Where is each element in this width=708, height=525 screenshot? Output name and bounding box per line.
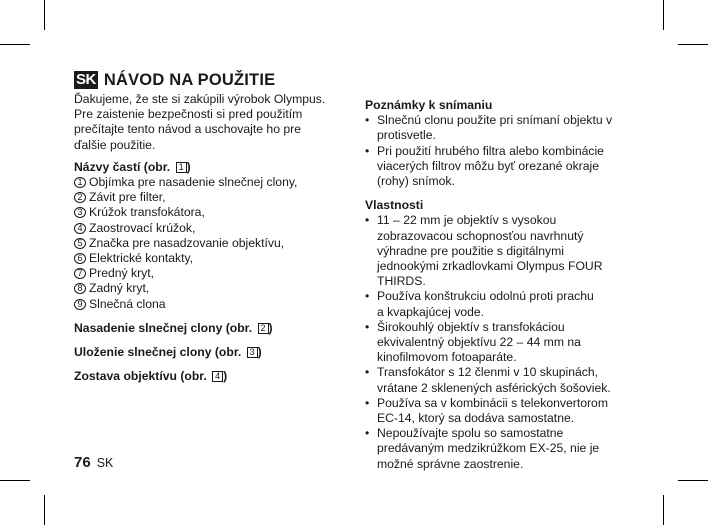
section-heading-hood-storage: Uloženie slnečnej clony (obr. 3 ) — [74, 345, 262, 360]
parts-heading: Názvy častí (obr. 1 ) — [74, 159, 191, 174]
list-item: • Transfokátor s 12 členmi v 10 skupinách, vrátane 2 sklenených asférických šošoviek. — [365, 365, 611, 395]
crop-mark — [663, 495, 664, 525]
crop-mark — [0, 44, 30, 45]
page-language: SK — [96, 456, 114, 470]
crop-mark — [663, 0, 664, 30]
number-circle-icon: 6 — [74, 253, 86, 264]
list-item: 7 Predný kryt, — [74, 266, 344, 281]
crop-mark — [44, 495, 45, 525]
page-title-row — [74, 70, 344, 90]
figure-ref-icon: 4 — [212, 371, 223, 382]
notes-heading: Poznámky k snímaniu — [365, 98, 493, 112]
intro-line: Pre zaistenie bezpečnosti si pred použitím — [74, 107, 303, 122]
section-heading-lens-config: Zostava objektívu (obr. 4 ) — [74, 369, 228, 384]
right-column — [365, 98, 635, 472]
crop-mark — [678, 44, 708, 45]
crop-mark — [678, 480, 708, 481]
figure-ref-icon: 3 — [247, 347, 258, 358]
list-item: • Širokouhlý objektív s transfokáciou ekvivalentný objektívu 22 – 44 mm na kinofilmovom fotoaparáte. — [365, 319, 581, 365]
language-badge: SK — [76, 71, 96, 88]
list-item: • Nepoužívajte spolu so samostatne predávaným medzikrúžkom EX-25, nie je možné správne zaostrenie. — [365, 426, 600, 471]
list-item: • 11 – 22 mm je objektív s vysokou zobrazovacou schopnosťou navrhnutý výhradne pre použitie s digitálnymi jednookými zrkadlovkami Olympus FOUR THIRDS. — [365, 213, 603, 289]
intro-paragraph — [74, 92, 344, 153]
number-circle-icon: 5 — [74, 238, 86, 249]
number-circle-icon: 2 — [74, 192, 86, 203]
list-item: 4 Zaostrovací krúžok, — [74, 221, 344, 236]
intro-line: prečítajte tento návod a uschovajte ho pre — [74, 122, 301, 137]
list-item: 1 Objímka pre nasadenie slnečnej clony, — [74, 175, 344, 190]
list-item: 9 Slnečná clona — [74, 297, 344, 312]
list-item: • Slnečnú clonu použite pri snímaní objektu v protisvetle. — [365, 113, 613, 143]
number-circle-icon: 4 — [74, 223, 86, 234]
number-circle-icon: 3 — [74, 207, 86, 218]
figure-ref-icon: 1 — [176, 162, 187, 173]
features-heading: Vlastnosti — [365, 198, 424, 213]
list-item: • Používa sa v kombinácii s telekonvertorom EC-14, ktorý sa dodáva samostatne. — [365, 395, 608, 426]
number-circle-icon: 7 — [74, 268, 86, 279]
list-item: 8 Zadný kryt, — [74, 281, 344, 296]
intro-line: ďalšie použitie. — [74, 137, 156, 152]
parts-list — [74, 175, 344, 312]
features-list — [365, 213, 635, 471]
number-circle-icon: 1 — [74, 177, 86, 188]
page-title: NÁVOD NA POUŽITIE — [103, 71, 276, 89]
list-item: 3 Krúžok transfokátora, — [74, 205, 344, 220]
list-item: 6 Elektrické kontakty, — [74, 251, 344, 266]
number-circle-icon: 8 — [74, 283, 86, 294]
figure-ref-icon: 2 — [258, 323, 269, 334]
section-heading-hood-attach: Nasadenie slnečnej clony (obr. 2 ) — [74, 320, 273, 335]
list-item: • Používa konštrukciu odolnú proti prachu a kvapkajúcej vode. — [365, 289, 594, 319]
number-circle-icon: 9 — [74, 299, 86, 310]
crop-mark — [44, 0, 45, 30]
list-item: 5 Značka pre nasadzovanie objektívu, — [74, 236, 344, 251]
notes-list — [365, 113, 635, 189]
left-column — [74, 70, 344, 384]
list-item: 2 Závit pre filter, — [74, 190, 344, 205]
intro-line: Ďakujeme, že ste si zakúpili výrobok Olympus. — [74, 92, 326, 106]
page-number: 76 — [74, 454, 91, 471]
crop-mark — [0, 480, 30, 481]
list-item: • Pri použití hrubého filtra alebo kombinácie viacerých filtrov môžu byť orezané okraje (rohy) snímok. — [365, 143, 604, 189]
page-footer — [74, 454, 113, 471]
